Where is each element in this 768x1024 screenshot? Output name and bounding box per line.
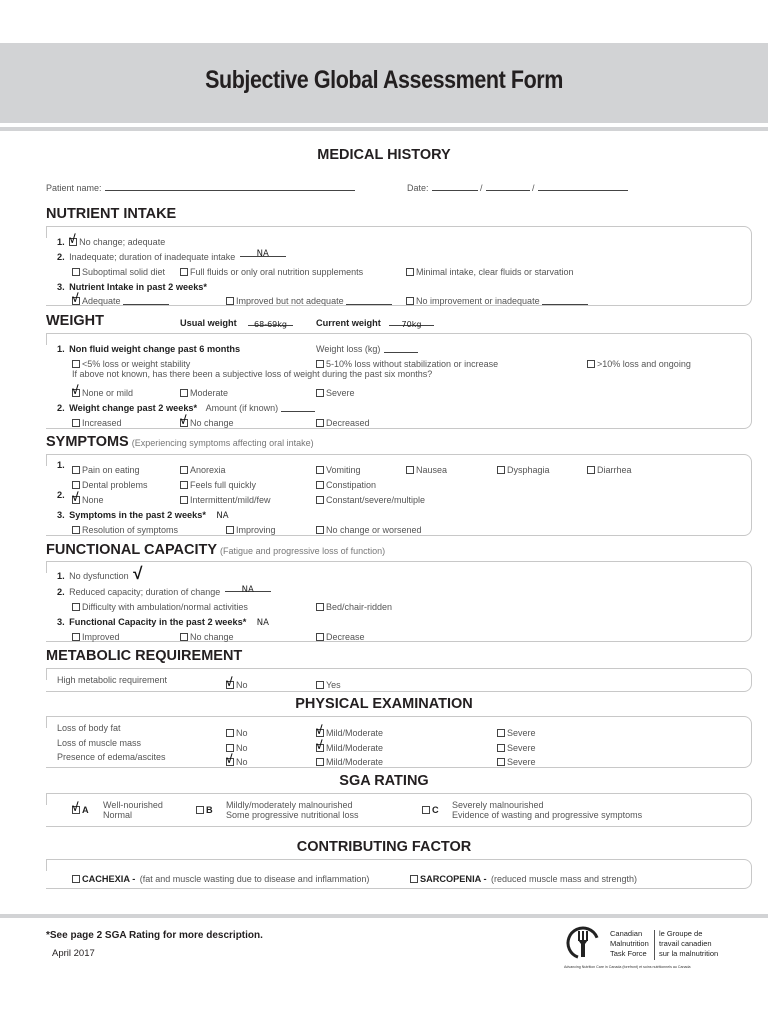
checkbox[interactable] — [180, 481, 188, 489]
cmtf-logo — [566, 925, 746, 975]
metabolic-label: High metabolic requirement — [57, 675, 168, 685]
w-decreased-option[interactable] — [316, 413, 370, 431]
sga-b-letter: B — [206, 805, 213, 815]
w-amount-field[interactable] — [281, 403, 315, 412]
logo-english — [610, 929, 649, 959]
checkbox[interactable] — [196, 806, 204, 814]
w-amount-label: Amount (if known) — [205, 403, 279, 413]
fc-duration-value: NA — [241, 585, 254, 595]
fc-title: FUNCTIONAL CAPACITY — [46, 542, 218, 558]
option-label: Mild/Moderate — [326, 757, 384, 767]
checkbox[interactable] — [587, 360, 595, 368]
checkbox[interactable] — [180, 633, 188, 641]
option-label: No — [236, 743, 248, 753]
option-label: Intermittent/mild/few — [190, 495, 271, 505]
checkbox[interactable] — [72, 268, 80, 276]
checkmark-icon: √ — [69, 232, 76, 246]
checkmark-icon: √ — [226, 675, 233, 689]
cachexia-option[interactable] — [72, 869, 369, 887]
cachexia-label: CACHEXIA - — [82, 874, 136, 884]
metabolic-no-option[interactable] — [226, 675, 248, 693]
sga-a-line2: Normal — [103, 810, 133, 820]
medical-history-heading: MEDICAL HISTORY — [317, 147, 451, 163]
checkbox[interactable] — [316, 526, 324, 534]
w-6-months-label: Non fluid weight change past 6 months — [69, 344, 241, 354]
symptoms-title: SYMPTOMS — [46, 434, 129, 450]
checkbox[interactable] — [316, 603, 324, 611]
date-year-field[interactable] — [538, 190, 628, 191]
fc-improved-option[interactable] — [72, 627, 120, 645]
option-label: Adequate — [82, 296, 121, 306]
option-label: Improved — [82, 632, 120, 642]
option-label: Mild/Moderate — [326, 728, 384, 738]
option-label: Bed/chair-ridden — [326, 602, 393, 612]
option-label: No change — [190, 418, 234, 428]
checkbox[interactable] — [422, 806, 430, 814]
checkbox[interactable] — [72, 466, 80, 474]
checkbox[interactable] — [316, 496, 324, 504]
w-no-change-option[interactable] — [180, 413, 234, 431]
pe-row-label: Loss of body fat — [57, 723, 121, 733]
checkbox[interactable] — [316, 738, 324, 752]
option-label: Dental problems — [82, 480, 148, 490]
sga-c-line1: Severely malnourished — [452, 800, 544, 810]
option-label: Constant/severe/multiple — [326, 495, 426, 505]
option-label: Decrease — [326, 632, 365, 642]
option-label: Diarrhea — [597, 465, 632, 475]
item-number: 2. — [57, 403, 65, 413]
checkbox[interactable] — [72, 383, 80, 397]
logo-en-line: Canadian — [610, 929, 643, 938]
option-label: Full fluids or only oral nutrition supplements — [190, 267, 364, 277]
ni-duration-value: NA — [256, 249, 269, 259]
checkbox[interactable] — [497, 758, 505, 766]
fc-2-weeks-value: NA — [256, 618, 269, 628]
option-label: >10% loss and ongoing — [597, 359, 691, 369]
pe-row-label: Presence of edema/ascites — [57, 752, 166, 762]
w-increased-option[interactable] — [72, 413, 122, 431]
s-2-weeks-label: Symptoms in the past 2 weeks* — [69, 510, 206, 520]
checkbox[interactable] — [180, 268, 188, 276]
w-gt10-option[interactable] — [587, 354, 691, 372]
cachexia-desc: (fat and muscle wasting due to disease and inflammation) — [139, 874, 370, 884]
checkbox[interactable] — [497, 729, 505, 737]
option-label: No — [236, 680, 248, 690]
s-no-change-worsened-option[interactable] — [316, 520, 422, 538]
checkbox[interactable] — [72, 481, 80, 489]
checkbox[interactable] — [406, 268, 414, 276]
option-label: Feels full quickly — [190, 480, 257, 490]
checkbox[interactable] — [72, 800, 80, 814]
fc-no-change-option[interactable] — [180, 627, 234, 645]
checkmark-icon: √ — [180, 413, 187, 427]
checkbox[interactable] — [316, 389, 324, 397]
checkbox[interactable] — [410, 875, 418, 883]
option-label: No — [236, 728, 248, 738]
w-loss-label: Weight loss (kg) — [316, 344, 381, 354]
option-label: Resolution of symptoms — [82, 525, 179, 535]
physical-exam-heading: PHYSICAL EXAMINATION — [295, 696, 473, 712]
s-resolution-option[interactable] — [72, 520, 178, 538]
s-diarrhea-option[interactable] — [587, 460, 632, 478]
logo-fr-line: travail canadien — [659, 939, 712, 948]
usual-weight-value: 68-69kg — [254, 320, 287, 329]
option-label: No change or worsened — [326, 525, 422, 535]
w-unknown-question: If above not known, has there been a subjective loss of weight during the past six months? — [72, 369, 433, 379]
sga-a-desc — [103, 800, 163, 820]
option-label: Improving — [236, 525, 276, 535]
checkmark-icon: √ — [72, 490, 79, 504]
sga-b-desc — [226, 800, 359, 820]
checkbox[interactable] — [587, 466, 595, 474]
footer-rule — [0, 914, 768, 918]
option-label: No change — [190, 632, 234, 642]
header-rule — [0, 127, 768, 131]
blank-line — [346, 296, 392, 305]
sga-c-option[interactable] — [422, 800, 439, 818]
sga-b-line2: Some progressive nutritional loss — [226, 810, 359, 820]
checkbox[interactable] — [226, 297, 234, 305]
checkbox[interactable] — [180, 496, 188, 504]
ni-no-improvement-option[interactable] — [406, 291, 588, 309]
option-label: None — [82, 495, 104, 505]
item-number: 1. — [57, 460, 65, 470]
page-title: Subjective Global Assessment Form — [205, 66, 563, 94]
date-label: Date: — [407, 183, 429, 193]
option-label: 5-10% loss without stabilization or increase — [326, 359, 499, 369]
date-separator: / — [480, 183, 483, 193]
current-weight-label: Current weight — [316, 318, 381, 328]
sga-a-option[interactable] — [72, 800, 89, 818]
nutrient-intake-heading: NUTRIENT INTAKE — [46, 206, 177, 222]
checkbox[interactable] — [180, 389, 188, 397]
checkbox[interactable] — [316, 419, 324, 427]
contributing-heading: CONTRIBUTING FACTOR — [296, 839, 472, 855]
item-number: 2. — [57, 587, 65, 597]
item-number: 1. — [57, 344, 65, 354]
pe-row-label: Loss of muscle mass — [57, 738, 142, 748]
checkbox[interactable] — [72, 633, 80, 641]
fc-bed-option[interactable] — [316, 597, 392, 615]
weight-heading: WEIGHT — [46, 313, 104, 329]
current-weight-field[interactable] — [389, 317, 434, 329]
item-number: 3. — [57, 617, 65, 627]
ni-minimal-option[interactable] — [406, 262, 574, 280]
fc-no-dysfunction-check-icon: √ — [133, 564, 143, 583]
checkmark-icon: √ — [72, 383, 79, 397]
metabolic-heading: METABOLIC REQUIREMENT — [46, 648, 243, 664]
patient-name-field[interactable] — [105, 190, 355, 191]
pe-edema-severe-option[interactable] — [497, 752, 536, 770]
checkbox[interactable] — [72, 875, 80, 883]
blank-line — [123, 296, 169, 305]
s-constant-option[interactable] — [316, 490, 425, 508]
ni-no-change-checkbox[interactable] — [69, 232, 77, 246]
symptoms-subtitle: (Experiencing symptoms affecting oral intake) — [131, 438, 314, 448]
w-loss-field[interactable] — [384, 344, 418, 353]
sga-c-letter: C — [432, 805, 439, 815]
item-number: 3. — [57, 282, 65, 292]
option-label: None or mild — [82, 388, 134, 398]
checkbox[interactable] — [406, 466, 414, 474]
checkmark-icon: √ — [72, 800, 79, 814]
option-label: Vomiting — [326, 465, 361, 475]
fc-decrease-option[interactable] — [316, 627, 365, 645]
option-label: Nausea — [416, 465, 448, 475]
pe-edema-mild-option[interactable] — [316, 752, 383, 770]
option-label: No — [236, 757, 248, 767]
ni-improved-option[interactable] — [226, 291, 392, 309]
option-label: Suboptimal solid diet — [82, 267, 166, 277]
option-label: Difficulty with ambulation/normal activities — [82, 602, 248, 612]
item-number: 1. — [57, 237, 65, 247]
logo-en-line: Malnutrition — [610, 939, 649, 948]
item-number: 2. — [57, 490, 65, 500]
fc-no-dysfunction-label: No dysfunction — [69, 571, 129, 581]
logo-en-line: Task Force — [610, 949, 647, 958]
checkbox[interactable] — [316, 723, 324, 737]
checkmark-icon: √ — [226, 752, 233, 766]
logo-fr-line: le Groupe de — [659, 929, 703, 938]
current-weight-value: 70kg — [401, 320, 422, 329]
option-label: Improved but not adequate — [236, 296, 344, 306]
pe-edema-no-option[interactable] — [226, 752, 248, 770]
sga-b-option[interactable] — [196, 800, 213, 818]
sarcopenia-option[interactable] — [410, 869, 637, 887]
sarcopenia-desc: (reduced muscle mass and strength) — [490, 874, 638, 884]
checkbox[interactable] — [226, 744, 234, 752]
option-label: Yes — [326, 680, 341, 690]
option-label: No improvement or inadequate — [416, 296, 540, 306]
sga-a-line1: Well-nourished — [103, 800, 163, 810]
checkbox[interactable] — [180, 413, 188, 427]
checkbox[interactable] — [72, 490, 80, 504]
date-day-field[interactable] — [432, 190, 478, 191]
s-improving-option[interactable] — [226, 520, 276, 538]
option-label: Severe — [507, 728, 536, 738]
checkbox[interactable] — [316, 360, 324, 368]
option-label: Severe — [326, 388, 355, 398]
ni-no-change-label: No change; adequate — [79, 237, 166, 247]
checkbox[interactable] — [72, 419, 80, 427]
footer-date: April 2017 — [52, 948, 95, 959]
ni-duration-field[interactable] — [240, 248, 286, 257]
footer-note: *See page 2 SGA Rating for more description. — [46, 930, 263, 941]
checkbox[interactable] — [180, 466, 188, 474]
checkbox[interactable] — [72, 291, 80, 305]
functional-capacity-heading — [46, 542, 385, 558]
option-label: <5% loss or weight stability — [82, 359, 191, 369]
logo-french — [659, 929, 718, 959]
option-label: Anorexia — [190, 465, 226, 475]
checkbox[interactable] — [316, 681, 324, 689]
sga-b-line1: Mildly/moderately malnourished — [226, 800, 353, 810]
symptoms-heading — [46, 434, 314, 450]
ni-adequate-option[interactable] — [72, 291, 169, 309]
checkbox[interactable] — [406, 297, 414, 305]
option-label: Severe — [507, 743, 536, 753]
item-number: 1. — [57, 571, 65, 581]
option-label: Decreased — [326, 418, 370, 428]
checkbox[interactable] — [226, 752, 234, 766]
w-2-weeks-label: Weight change past 2 weeks* — [69, 403, 198, 413]
fc-subtitle: (Fatigue and progressive loss of function) — [220, 546, 386, 556]
checkbox[interactable] — [497, 466, 505, 474]
logo-divider — [654, 930, 655, 960]
date-month-field[interactable] — [486, 190, 530, 191]
checkbox[interactable] — [72, 526, 80, 534]
option-label: Dysphagia — [507, 465, 550, 475]
option-label: Increased — [82, 418, 122, 428]
checkbox[interactable] — [316, 758, 324, 766]
fc-2-weeks-label: Functional Capacity in the past 2 weeks* — [69, 617, 247, 627]
blank-line — [542, 296, 588, 305]
s-2-weeks-value: NA — [216, 511, 229, 521]
sarcopenia-label: SARCOPENIA - — [420, 874, 487, 884]
sga-c-line2: Evidence of wasting and progressive symptoms — [452, 810, 643, 820]
checkbox[interactable] — [316, 633, 324, 641]
option-label: Minimal intake, clear fluids or starvation — [416, 267, 574, 277]
option-label: Mild/Moderate — [326, 743, 384, 753]
checkmark-icon: √ — [316, 738, 323, 752]
patient-name-label: Patient name: — [46, 183, 102, 193]
sga-c-desc — [452, 800, 642, 820]
logo-fr-line: sur la malnutrition — [659, 949, 719, 958]
metabolic-yes-option[interactable] — [316, 675, 341, 693]
ni-inadequate-label: Inadequate; duration of inadequate intake — [69, 252, 236, 262]
checkmark-icon: √ — [316, 723, 323, 737]
checkbox[interactable] — [316, 466, 324, 474]
sga-rating-heading: SGA RATING — [339, 773, 429, 789]
ni-past-2-weeks-label: Nutrient Intake in past 2 weeks* — [69, 282, 207, 292]
item-number: 2. — [57, 252, 65, 262]
fc-reduced-label: Reduced capacity; duration of change — [69, 587, 221, 597]
date-separator: / — [532, 183, 535, 193]
fork-icon — [566, 925, 600, 961]
checkmark-icon: √ — [72, 291, 79, 305]
checkbox[interactable] — [316, 481, 324, 489]
fc-duration-field[interactable] — [225, 583, 271, 595]
option-label: Moderate — [190, 388, 229, 398]
sga-a-letter: A — [82, 805, 89, 815]
item-number: 3. — [57, 510, 65, 520]
w-severe-option[interactable] — [316, 383, 355, 401]
option-label: Constipation — [326, 480, 377, 490]
usual-weight-label: Usual weight — [180, 318, 237, 328]
checkbox[interactable] — [226, 675, 234, 689]
s-dysphagia-option[interactable] — [497, 460, 550, 478]
checkbox[interactable] — [226, 526, 234, 534]
checkbox[interactable] — [226, 729, 234, 737]
option-label: Pain on eating — [82, 465, 140, 475]
checkbox[interactable] — [497, 744, 505, 752]
logo-tagline: Advancing Nutrition Care in Canada (forefront) et soins nutritionnels au Canada — [564, 965, 691, 969]
option-label: Severe — [507, 757, 536, 767]
s-nausea-option[interactable] — [406, 460, 447, 478]
checkbox[interactable] — [72, 603, 80, 611]
ni-full-fluids-option[interactable] — [180, 262, 363, 280]
checkbox[interactable] — [72, 360, 80, 368]
usual-weight-field[interactable] — [248, 317, 293, 329]
